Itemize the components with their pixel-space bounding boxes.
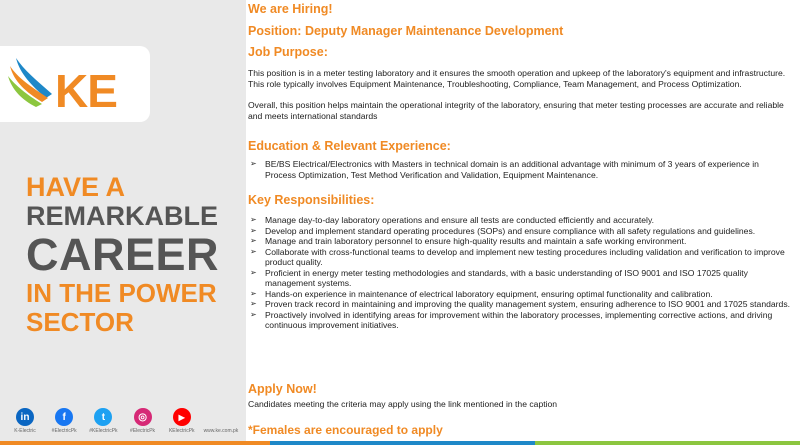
list-item (248, 236, 792, 247)
tagline-line: HAVE A (26, 172, 126, 202)
list-item (248, 310, 792, 331)
tagline-line: SECTOR (26, 307, 134, 337)
arrow-bullet-icon: ➢ (250, 309, 257, 319)
females-note: *Females are encouraged to apply (248, 423, 443, 437)
responsibility-text: Proactively involved in identifying areas for improvement within the laboratory processes, implementing corrective actions, and driving continuous improvement initiatives. (265, 309, 773, 330)
arrow-bullet-icon: ➢ (250, 288, 257, 298)
apply-text: Candidates meeting the criteria may apply using the link mentioned in the caption (248, 399, 558, 409)
brand-color-bar (0, 441, 800, 445)
tagline-line: CAREER (26, 229, 220, 280)
apply-heading: Apply Now! (248, 382, 317, 396)
job-purpose-heading: Job Purpose: (248, 45, 328, 59)
responsibility-text: Develop and implement standard operating procedures (SOPs) and ensure compliance with all safety regulations and guidelines. (265, 225, 756, 236)
arrow-bullet-icon: ➢ (250, 215, 257, 224)
list-item (248, 299, 792, 310)
position-title: Position: Deputy Manager Maintenance Development (248, 24, 564, 38)
social-handle: K-Electric (14, 428, 36, 434)
social-handle: #ElectricPk (51, 428, 77, 434)
tagline-line: REMARKABLE (26, 201, 218, 231)
ke-logo-text: KE (55, 65, 117, 117)
responsibilities-list (248, 215, 792, 331)
list-item (248, 247, 792, 268)
arrow-bullet-icon: ➢ (250, 236, 257, 245)
list-item (248, 226, 792, 237)
responsibility-text: Proficient in energy meter testing methodologies and standards, with a basic understanding of ISO 9001 and ISO 17025 quality management systems. (265, 267, 748, 288)
list-item (248, 159, 792, 180)
arrow-bullet-icon: ➢ (250, 267, 257, 277)
responsibility-text: Collaborate with cross-functional teams to develop and implement new testing procedures including validation and verification to improve product quality. (265, 246, 785, 267)
social-links (6, 408, 240, 434)
brand-panel (0, 0, 246, 445)
arrow-bullet-icon: ➢ (250, 159, 257, 168)
social-handle: #KElectricPk (89, 428, 118, 434)
hiring-heading: We are Hiring! (248, 2, 333, 16)
social-handle: KElectricPk (168, 428, 195, 434)
responsibility-text: Proven track record in maintaining and improving the quality management system, ensuring adherence to ISO 9001 and 17025 standards. (265, 299, 791, 309)
facebook-icon: f (55, 408, 73, 426)
arrow-bullet-icon: ➢ (250, 246, 257, 256)
linkedin-icon: in (16, 408, 34, 426)
job-purpose-summary: Overall, this position helps maintain the operational integrity of the laboratory, ensuring that meter testing processes are accurate and reliable and meets international standards (248, 100, 784, 121)
arrow-bullet-icon: ➢ (250, 299, 257, 308)
color-bar-blue (270, 441, 535, 445)
social-twitter[interactable] (84, 408, 122, 434)
social-linkedin[interactable] (6, 408, 44, 434)
social-facebook[interactable] (45, 408, 83, 434)
color-bar-green (535, 441, 800, 445)
website-url: www.ke.com.pk (203, 428, 239, 434)
job-post (248, 0, 796, 440)
responsibility-text: Manage and train laboratory personnel to ensure high-quality results and maintain a safe working environment. (265, 236, 687, 246)
responsibilities-heading: Key Responsibilities: (248, 193, 375, 207)
education-list (248, 159, 792, 180)
responsibility-text: Manage day-to-day laboratory operations and ensure all tests are conducted efficiently and accurately. (265, 215, 655, 225)
list-item (248, 268, 792, 289)
arrow-bullet-icon: ➢ (250, 225, 257, 235)
color-bar-orange (0, 441, 270, 445)
education-heading: Education & Relevant Experience: (248, 139, 451, 153)
education-item-text: BE/BS Electrical/Electronics with Masters in technical domain is an additional advantage with minimum of 3 years of experience in Process Optimization, Test Method Verification and Validation, Equipment Maintenance. (265, 159, 759, 180)
career-tagline (26, 174, 219, 335)
website-link[interactable] (202, 408, 240, 434)
twitter-icon: t (94, 408, 112, 426)
social-handle: #ElectricPk (130, 428, 156, 434)
youtube-icon: ▶ (173, 408, 191, 426)
social-instagram[interactable] (124, 408, 162, 434)
responsibility-text: Hands-on experience in maintenance of electrical laboratory equipment, ensuring optimal functionality and calibration. (265, 288, 713, 299)
tagline-line: IN THE POWER (26, 278, 217, 308)
ke-logo-icon (6, 50, 62, 110)
list-item (248, 289, 792, 300)
job-purpose-paragraph: This position is in a meter testing laboratory and it ensures the smooth operation and upkeep of the laboratory's equipment and infrastructure. This role typically involves Equipment Maintenance, Troubleshooting, Compliance, Team Management, and Process Optimization. (248, 68, 786, 89)
social-youtube[interactable] (163, 408, 201, 434)
instagram-icon: ◎ (134, 408, 152, 426)
list-item (248, 215, 792, 226)
